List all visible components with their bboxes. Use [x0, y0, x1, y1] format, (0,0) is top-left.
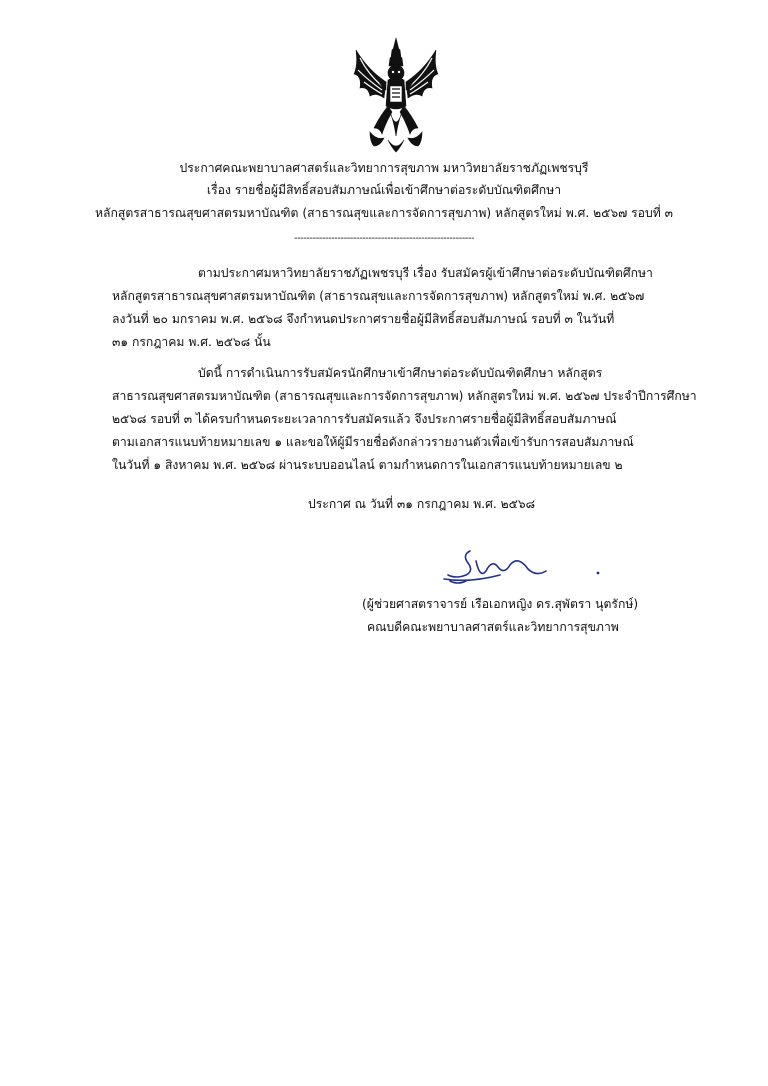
paragraph2-line: ๒๕๖๘ รอบที่ ๓ ได้ครบกำหนดระยะเวลาการรับสมัครแล้ว จึงประกาศรายชื่อผู้มีสิทธิ์สอบสัมภาษณ์ [112, 412, 617, 426]
paragraph2-line: สาธารณสุขศาสตรมหาบัณฑิต (สาธารณสุขและการจัดการสุขภาพ) หลักสูตรใหม่ พ.ศ. ๒๕๖๗ ประจำปีการศึกษา [112, 389, 697, 403]
garuda-emblem-icon [348, 36, 444, 154]
paragraph1-line: ตามประกาศมหาวิทยาลัยราชภัฏเพชรบุรี เรื่อง รับสมัครผู้เข้าศึกษาต่อระดับบัณฑิตศึกษา [198, 266, 653, 280]
paragraph1-line: หลักสูตรสาธารณสุขศาสตรมหาบัณฑิต (สาธารณสุขและการจัดการสุขภาพ) หลักสูตรใหม่ พ.ศ. ๒๕๖๗ [112, 289, 645, 303]
signatory-name: (ผู้ช่วยศาสตราจารย์ เรือเอกหญิง ดร.สุพัตรา นุตรักษ์) [362, 597, 639, 611]
paragraph1-line: ๓๑ กรกฎาคม พ.ศ. ๒๕๖๘ นั้น [112, 335, 271, 349]
announcement-subject: เรื่อง รายชื่อผู้มีสิทธิ์สอบสัมภาษณ์เพื่อเข้าศึกษาต่อระดับบัณฑิตศึกษา [206, 183, 562, 197]
announcement-program: หลักสูตรสาธารณสุขศาสตรมหาบัณฑิต (สาธารณสุขและการจัดการสุขภาพ) หลักสูตรใหม่ พ.ศ. ๒๕๖๗ รอบที่ ๓ [95, 206, 673, 220]
paragraph2-line: ในวันที่ ๑ สิงหาคม พ.ศ. ๒๕๖๘ ผ่านระบบออนไลน์ ตามกำหนดการในเอกสารแนบท้ายหมายเลข ๒ [112, 458, 623, 472]
announcement-issuer: ประกาศคณะพยาบาลศาสตร์และวิทยาการสุขภาพ มหาวิทยาลัยราชภัฏเพชรบุรี [179, 161, 589, 175]
handwritten-signature-icon [440, 545, 610, 590]
paragraph2-line: ตามเอกสารแนบท้ายหมายเลข ๑ และขอให้ผู้มีรายชื่อดังกล่าวรายงานตัวเพื่อเข้ารับการสอบสัมภาษณ์ [112, 435, 634, 449]
paragraph2-line: บัดนี้ การดำเนินการรับสมัครนักศึกษาเข้าศึกษาต่อระดับบัณฑิตศึกษา หลักสูตร [198, 366, 603, 380]
announcement-date: ประกาศ ณ วันที่ ๓๑ กรกฎาคม พ.ศ. ๒๕๖๘ [308, 497, 536, 511]
paragraph1-line: ลงวันที่ ๒๐ มกราคม พ.ศ. ๒๕๖๘ จึงกำหนดประกาศรายชื่อผู้มีสิทธิ์สอบสัมภาษณ์ รอบที่ ๓ ในวันที่ [112, 312, 615, 326]
signatory-title: คณบดีคณะพยาบาลศาสตร์และวิทยาการสุขภาพ [367, 620, 619, 634]
header-separator: ---------------------------------------------------------- [293, 233, 475, 244]
